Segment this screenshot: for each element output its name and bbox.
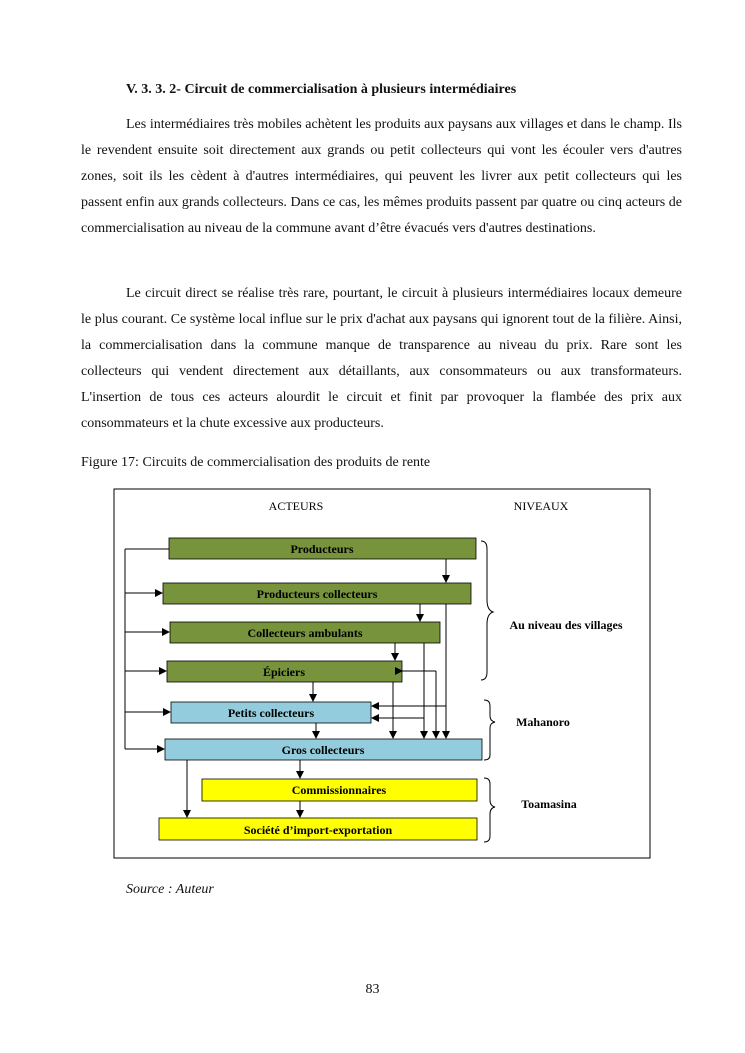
actor-label: Commissionnaires [291,783,387,797]
figure-caption: Figure 17: Circuits de commercialisation des produits de rente [81,455,431,470]
paragraph-intermediaries: Les intermédiaires très mobiles achètent les produits aux paysans aux villages et dans le champ. Ils le revendent ensuite soit directement aux grands ou petit collecteurs qui vont les écouler vers d'autres zones, soit ils les cèdent à d'autres intermédiaires, qui peuvent les livrer aux petit collecteurs qui les passent enfin aux grands collecteurs. Dans ce cas, les mêmes produits passent par quatre ou cinq acteurs de commercialisation au niveau de la commune avant d’être évacués vers d'autres destinations. [81,117,682,236]
actor-label: Société d’import-exportation [243,823,393,837]
actors-header: ACTEURS [268,499,324,513]
actor-label: Producteurs [290,542,354,556]
actor-box-producteurs-collecteurs [163,583,471,604]
figure-source: Source : Auteur [126,882,214,897]
levels-header: NIVEAUX [513,499,569,513]
page-number: 83 [365,982,380,997]
actor-label: Collecteurs ambulants [247,626,363,640]
actor-box-collecteurs-ambulants [170,622,440,643]
level-label-villages: Au niveau des villages [509,618,623,632]
actor-box-epiciers [167,661,402,682]
actor-label: Petits collecteurs [227,706,315,720]
actor-box-gros-collecteurs [165,739,482,760]
actor-box-commissionnaires [202,779,477,801]
level-label-toamasina: Toamasina [521,797,577,811]
actor-box-societe-import-exportation [159,818,477,840]
level-label-mahanoro: Mahanoro [516,715,570,729]
actor-box-petits-collecteurs [171,702,371,723]
paragraph-direct-circuit: Le circuit direct se réalise très rare, pourtant, le circuit à plusieurs intermédiaires locaux demeure le plus courant. Ce système local influe sur le prix d'achat aux paysans qui ignorent tout de la filière. Ainsi, la commercialisation dans la commune manque de transparence au niveau du prix. Rare sont les collecteurs qui vendent directement aux détaillants, aux consommateurs ou aux transformateurs. L'insertion de tous ces acteurs alourdit le circuit et finit par provoquer la flambée des prix aux consommateurs et la chute excessive aux producteurs. [81,286,682,431]
actor-label: Producteurs collecteurs [256,587,378,601]
section-heading: V. 3. 3. 2- Circuit de commercialisation à plusieurs intermédiaires [126,82,517,97]
actor-label: Épiciers [263,665,305,679]
actor-box-producteurs [169,538,476,559]
actor-label: Gros collecteurs [281,743,365,757]
